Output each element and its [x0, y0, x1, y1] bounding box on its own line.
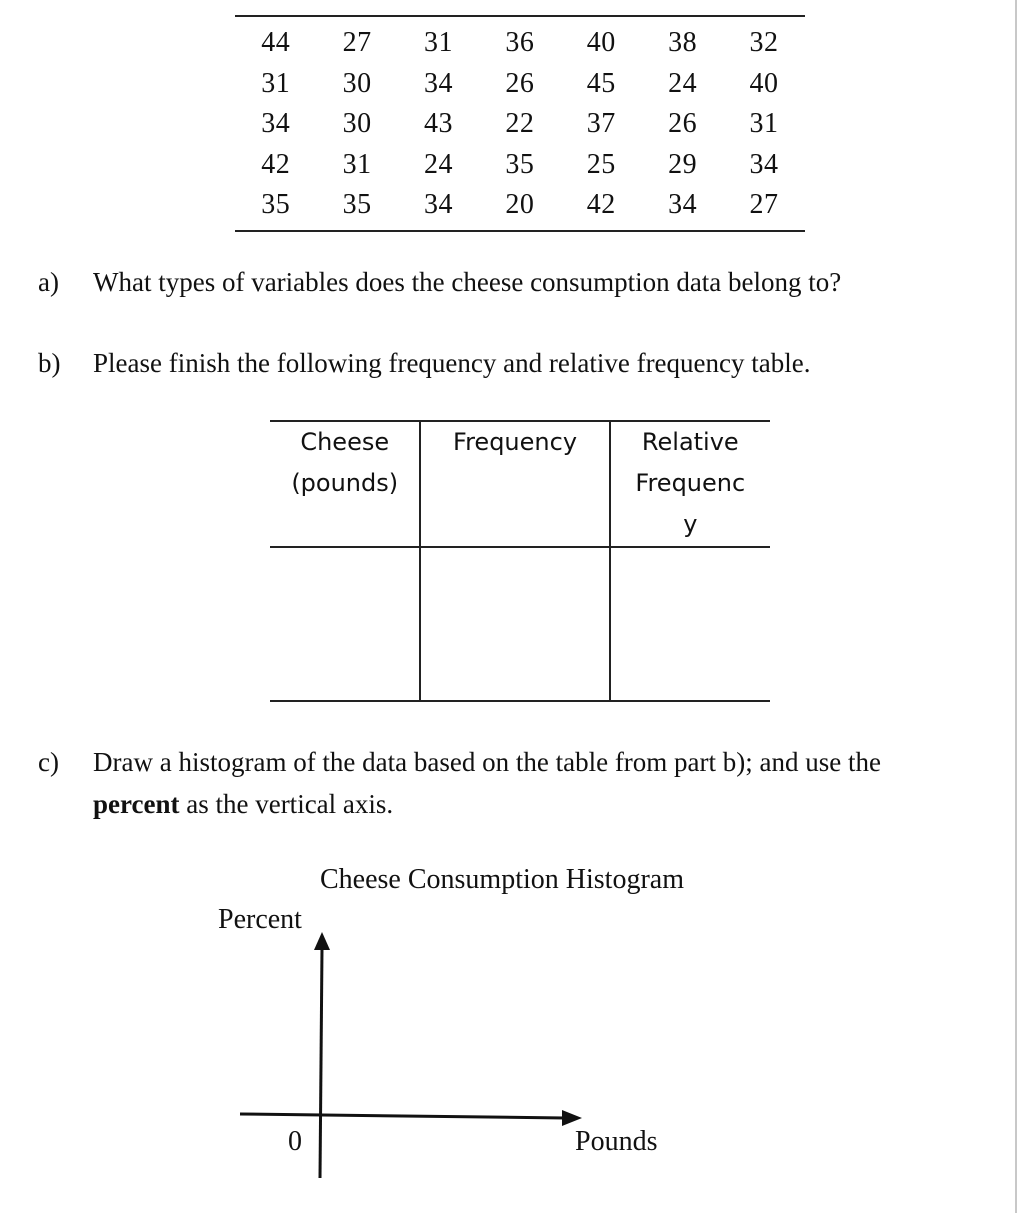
- data-cell: 27: [749, 189, 779, 221]
- x-axis-label: Pounds: [575, 1126, 658, 1157]
- data-cell: 31: [342, 148, 372, 180]
- data-cell: 36: [505, 27, 535, 59]
- question-c-line2-rest: as the vertical axis.: [179, 789, 394, 819]
- question-a-label: a): [38, 267, 59, 297]
- data-cell: 40: [586, 27, 616, 59]
- data-cell: 44: [261, 27, 291, 59]
- origin-label: 0: [288, 1126, 302, 1157]
- data-cell: 31: [261, 67, 291, 99]
- histogram-title: Cheese Consumption Histogram: [320, 864, 684, 895]
- y-axis-arrow-icon: [314, 932, 330, 950]
- question-c-label: c): [38, 747, 59, 777]
- data-cell: 24: [423, 148, 453, 180]
- data-cell: 26: [505, 67, 535, 99]
- x-axis-arrow-icon: [562, 1110, 582, 1126]
- data-cell: 42: [586, 189, 616, 221]
- data-cell: 34: [261, 108, 291, 140]
- data-cell: 32: [749, 27, 779, 59]
- data-cell: 29: [668, 148, 698, 180]
- data-cell: 31: [749, 108, 779, 140]
- bold-percent-text: percent: [93, 789, 180, 819]
- data-cell: 25: [586, 148, 616, 180]
- header-text: Cheese: [300, 428, 390, 456]
- data-cell: 34: [749, 148, 779, 180]
- data-cell: 31: [423, 27, 453, 59]
- data-cell: 22: [505, 108, 535, 140]
- header-text: Relative: [641, 428, 739, 456]
- data-cell: 38: [668, 27, 698, 59]
- data-cell: 37: [586, 108, 616, 140]
- data-cell: 30: [342, 67, 372, 99]
- data-cell: 26: [668, 108, 698, 140]
- data-cell: 20: [505, 189, 535, 221]
- data-cell: 27: [342, 27, 372, 59]
- question-b-label: b): [38, 348, 61, 378]
- question-b-text: Please finish the following frequency and relative frequency table.: [93, 348, 811, 378]
- data-cell: 35: [342, 189, 372, 221]
- data-cell: 35: [261, 189, 291, 221]
- y-axis-label: Percent: [218, 904, 302, 935]
- data-cell: 24: [668, 67, 698, 99]
- data-cell: 42: [261, 148, 291, 180]
- header-text: (pounds): [291, 469, 399, 497]
- data-cell: 40: [749, 67, 779, 99]
- header-text: Frequenc: [635, 469, 746, 497]
- data-cell: 34: [668, 189, 698, 221]
- data-cell: 35: [505, 148, 535, 180]
- y-axis-line: [320, 948, 322, 1178]
- data-cell: 43: [423, 108, 453, 140]
- header-text: Frequency: [453, 428, 578, 456]
- header-text: y: [683, 510, 698, 538]
- x-axis-line: [240, 1114, 565, 1118]
- data-cell: 34: [423, 67, 453, 99]
- data-cell: 30: [342, 108, 372, 140]
- data-cell: 34: [423, 189, 453, 221]
- question-a-text: What types of variables does the cheese consumption data belong to?: [93, 267, 842, 297]
- data-cell: 45: [586, 67, 616, 99]
- question-c-line1: Draw a histogram of the data based on the table from part b); and use the: [93, 747, 881, 777]
